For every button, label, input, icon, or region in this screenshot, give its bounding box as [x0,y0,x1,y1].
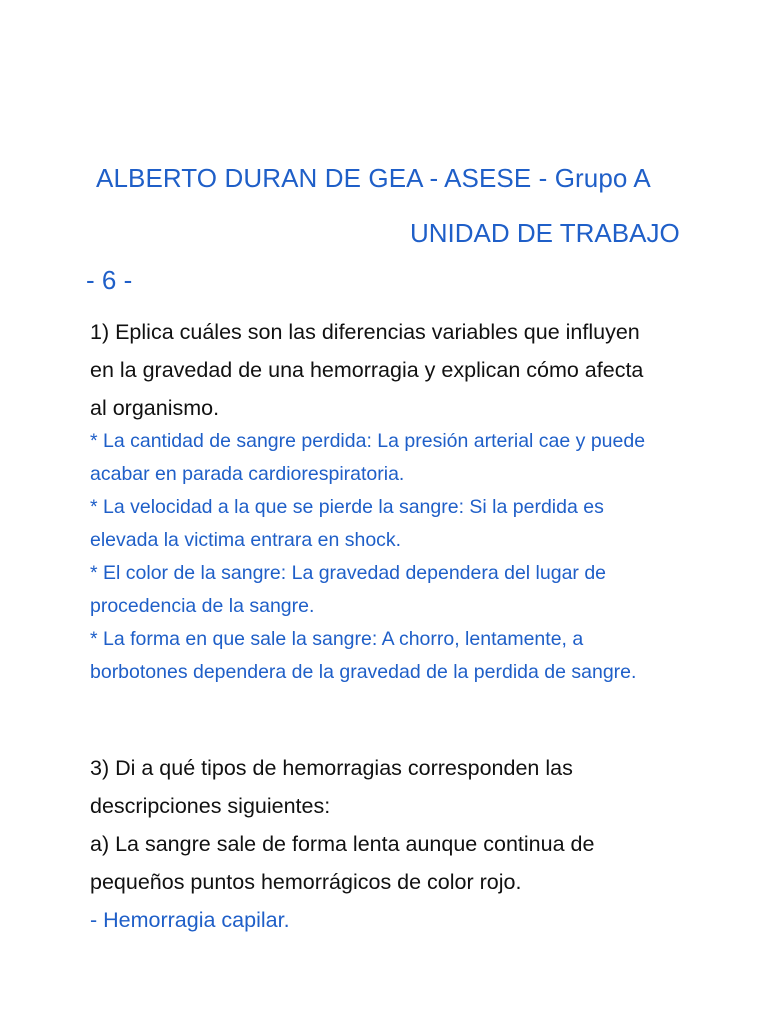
answer-1-line: * La velocidad a la que se pierde la sangre: Si la perdida es [90,496,604,518]
question-3-line: descripciones siguientes: [90,794,331,818]
question-3-line: a) La sangre sale de forma lenta aunque continua de [90,832,595,856]
answer-1-line: * La cantidad de sangre perdida: La presión arterial cae y puede [90,430,646,452]
answer-1-line: * La forma en que sale la sangre: A chorro, lentamente, a [90,628,584,650]
answer-1-line: borbotones dependera de la gravedad de la perdida de sangre. [90,661,637,683]
unit-number: - 6 - [86,265,133,295]
document-title: ALBERTO DURAN DE GEA - ASESE - Grupo A [96,163,651,193]
answer-1-line: acabar en parada cardiorespiratoria. [90,463,405,485]
answer-1-line: * El color de la sangre: La gravedad dependera del lugar de [90,562,607,584]
answer-1-line: elevada la victima entrara en shock. [90,529,402,551]
question-3-line: 3) Di a qué tipos de hemorragias corresponden las [90,756,573,780]
question-1-line: en la gravedad de una hemorragia y explican cómo afecta [90,358,644,382]
unit-heading: UNIDAD DE TRABAJO [410,218,680,248]
question-3-line: pequeños puntos hemorrágicos de color rojo. [90,870,522,894]
question-1-line: 1) Eplica cuáles son las diferencias variables que influyen [90,320,640,344]
question-1-line: al organismo. [90,396,220,420]
answer-3-line: - Hemorragia capilar. [90,908,290,932]
answer-1-line: procedencia de la sangre. [90,595,315,617]
